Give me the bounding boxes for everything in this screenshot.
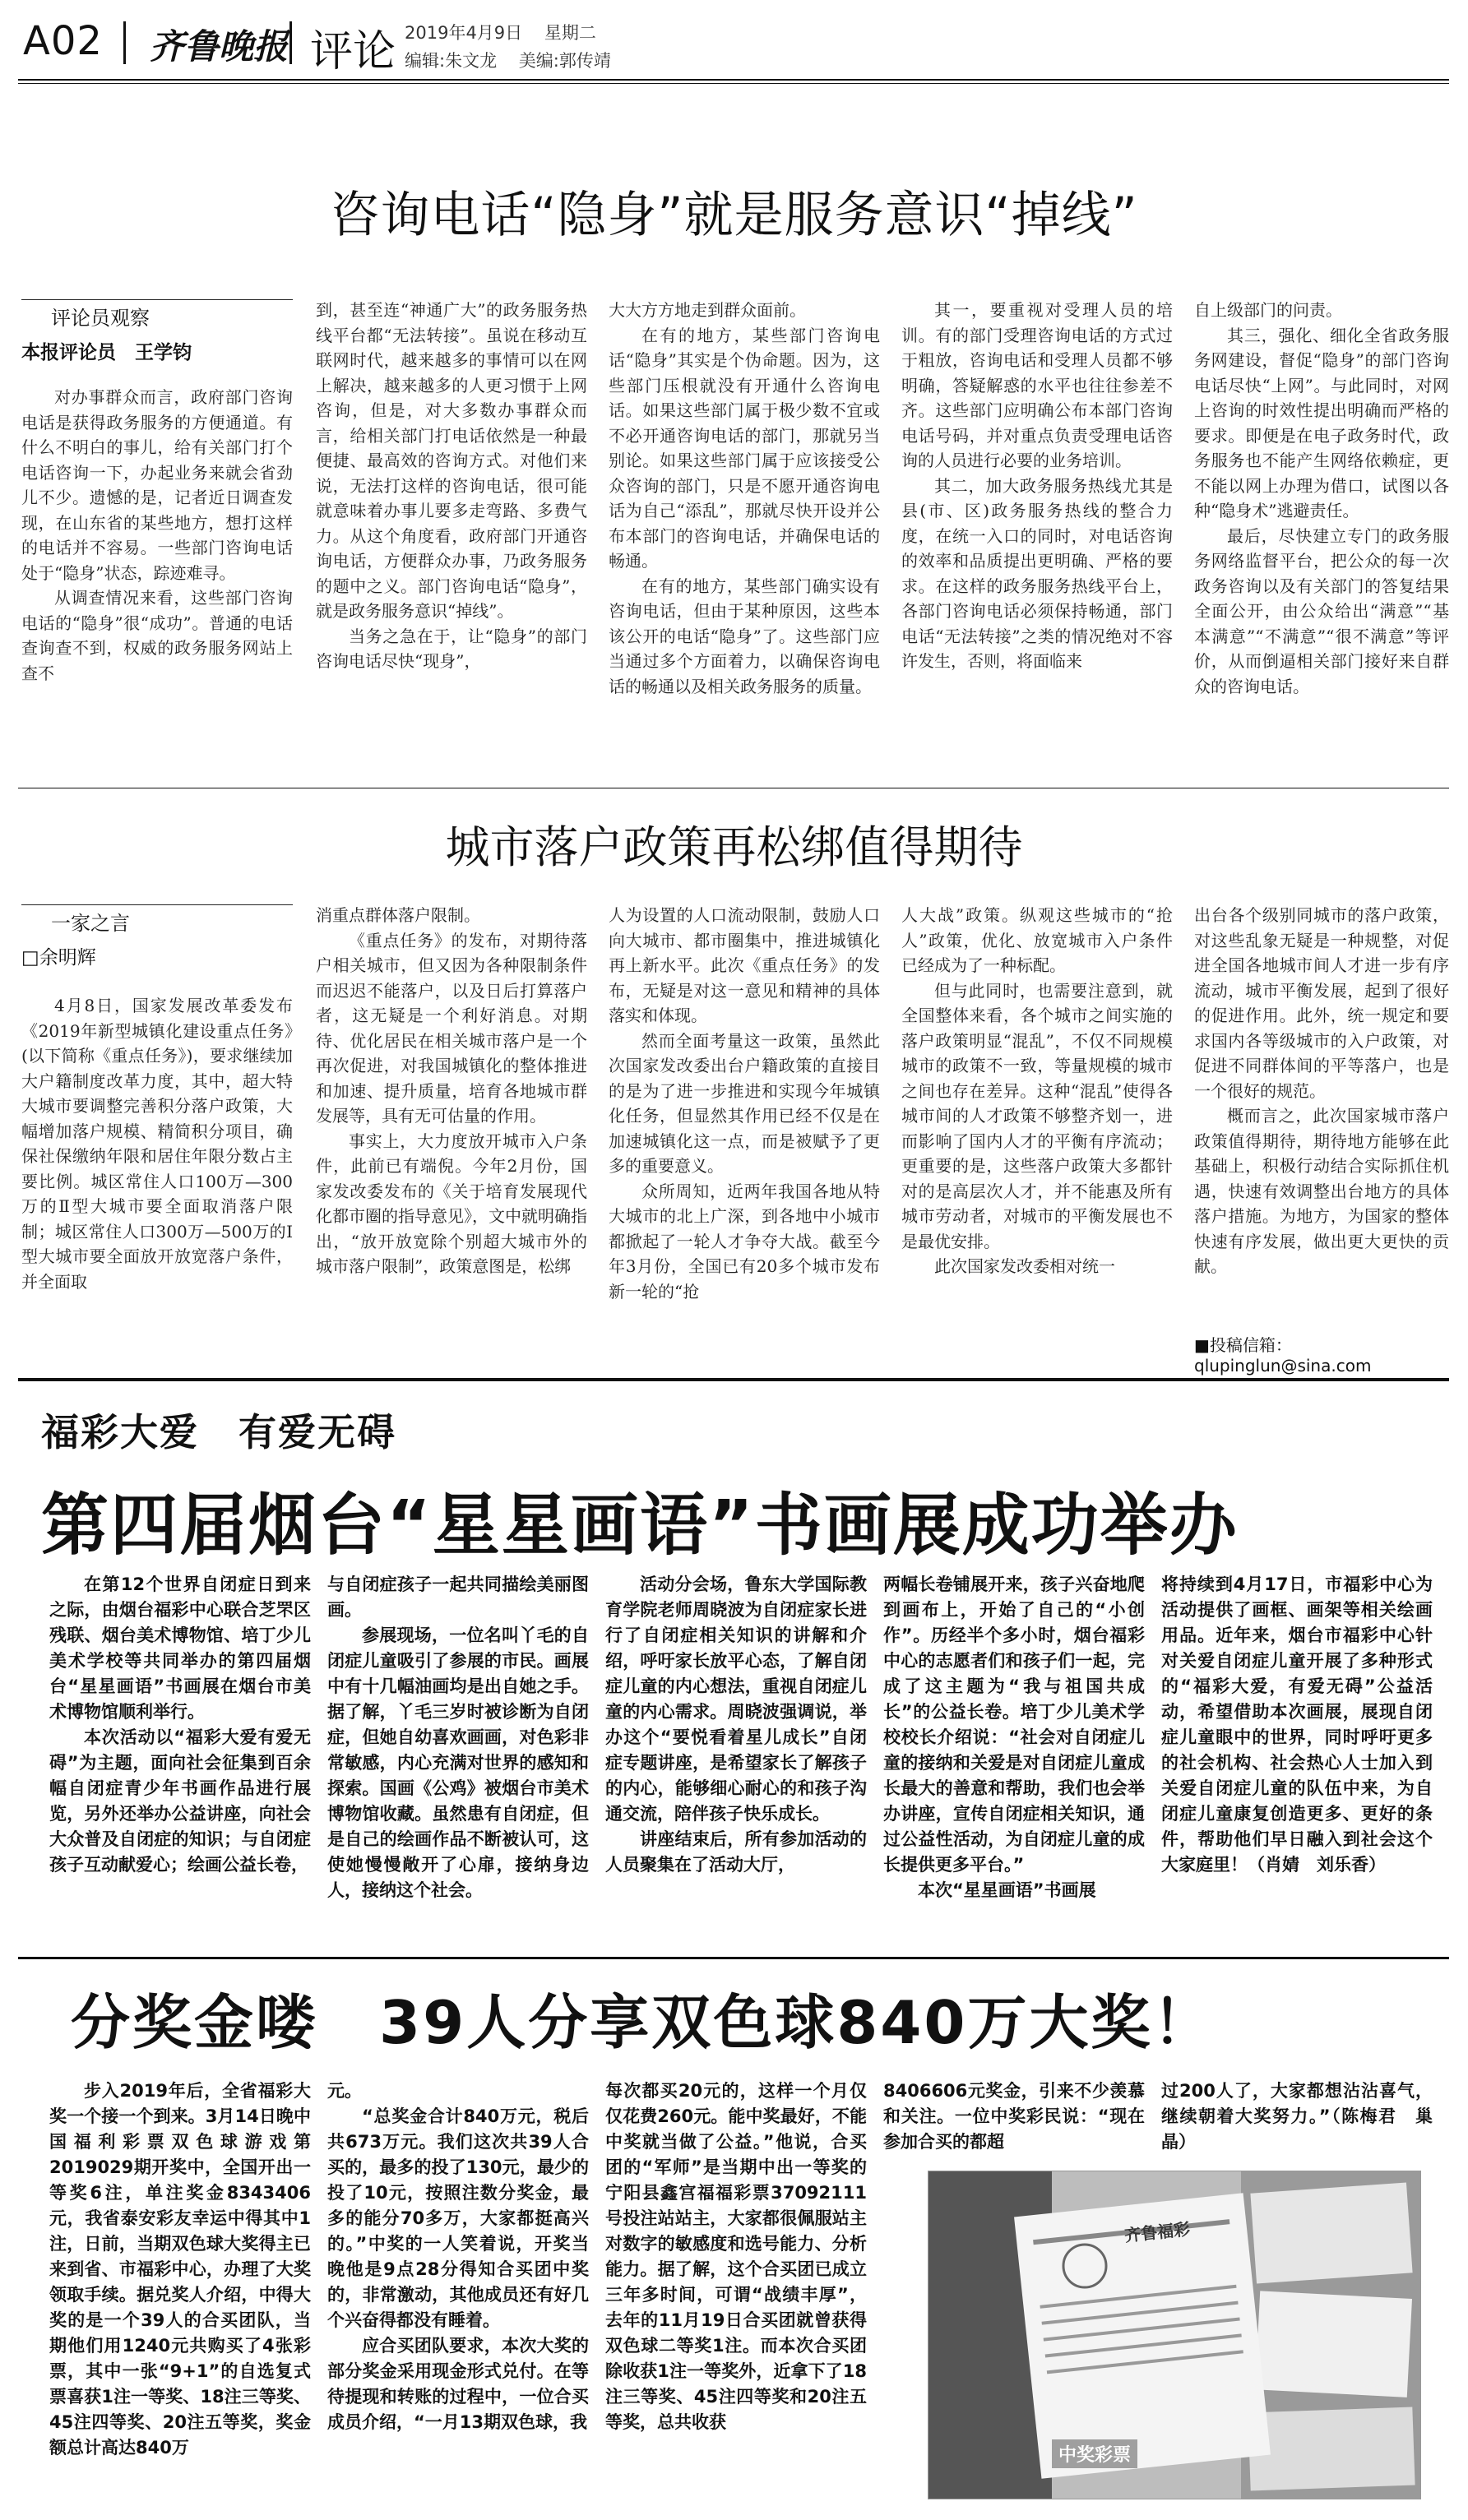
masthead-staff-line	[405, 48, 611, 72]
paragraph: 大大方方地走到群众面前。	[609, 300, 806, 320]
page-number: A02	[23, 18, 103, 64]
article1-column-5	[1194, 298, 1449, 773]
masthead-date-line	[405, 20, 596, 44]
paragraph: 到，甚至连“神通广大”的政务服务热线平台都“无法转接”。虽说在移动互联网时代，越来越多的事情可以在网上解决，越来越多的人更习惯于上网咨询，但是，对大多数办事群众而言，给相关部门打电话依然是一种最便捷、最高效的咨询方式。对他们来说，无法打这样的咨询电话，很可能就意味着办事儿要多走弯路、多费气力。从这个角度看，政府部门开通咨询电话，方便群众办事，乃政务服务的题中之义。部门咨询电话“隐身”，就是政务服务意识“掉线”。	[316, 300, 587, 621]
paragraph: 其三，强化、细化全省政务服务网建设，督促“隐身”的部门咨询电话尽快“上网”。与此同时，对网上咨询的时效性提出明确而严格的要求。即便是在电子政务时代，政务服务也不能产生网络依赖症，更不能以网上办理为借口，试图以各种“隐身术”逃避责任。	[1194, 325, 1449, 520]
paragraph: 在有的地方，某些部门咨询电话“隐身”其实是个伪命题。因为，这些部门压根就没有开通什么咨询电话。如果这些部门属于极少数不宜或不必开通咨询电话的部门，那就另当别论。如果这些部门属于应该接受公众咨询的部门，只是不愿开通咨询电话为自己“添乱”，那就尽快开设并公布本部门的咨询电话，并确保电话的畅通。	[609, 325, 880, 571]
article4-column-4	[883, 2078, 1145, 2161]
article3-column-3	[605, 1572, 867, 1942]
article1-column-4	[901, 298, 1173, 773]
paragraph: 本次活动以“福彩大爱有爱无碍”为主题，面向社会征集到百余幅自闭症青少年书画作品进行展览，另外还举办公益讲座，向社会大众普及自闭症的知识；与自闭症孩子互动献爱心；绘画公益长卷，	[49, 1727, 311, 1875]
paragraph: 当务之急在于，让“隐身”的部门咨询电话尽快“现身”，	[316, 626, 587, 671]
paragraph: 众所周知，近两年我国各地从特大城市的北上广深，到各地中小城市都掀起了一轮人才争夺大战。截至今年3月份，全国已有20多个城市发布新一轮的“抢	[609, 1181, 880, 1302]
article1-headline: 咨询电话“隐身”就是服务意识“掉线”	[330, 187, 1138, 244]
article2-headline: 城市落户政策再松绑值得期待	[445, 821, 1023, 873]
ticket-header-text: 齐鲁福彩	[1123, 2218, 1192, 2246]
paragraph: 此次国家发改委相对统一	[934, 1256, 1115, 1276]
paragraph: 元。	[327, 2081, 362, 2101]
photo-caption: 中奖彩票	[1052, 2439, 1137, 2468]
article3-column-1	[49, 1572, 311, 1942]
article3-column-2	[327, 1572, 589, 1942]
lottery-ticket-photo	[928, 2171, 1421, 2499]
masthead-rule-thin	[18, 83, 1449, 84]
paragraph: 人大战”政策。纵观这些城市的“抢人”政策，优化、放宽城市入户条件已经成为了一种标配。	[901, 905, 1173, 975]
paragraph: 出台各个级别同城市的落户政策，对这些乱象无疑是一种规整，对促进全国各地城市间人才进一步有序流动，城市平衡发展，起到了很好的促进作用。此外，统一规定和要求国内各等级城市的入户政策，对促进不同群体间的平等落户，也是一个很好的规范。	[1194, 905, 1449, 1101]
masthead	[18, 12, 1449, 77]
article1-byline-box	[21, 299, 293, 364]
paragraph: 其二，加大政务服务热线尤其是县(市、区)政务服务热线的整合力度，在统一入口的同时，对电话咨询的效率和品质提出更明确、严格的要求。在这样的政务服务热线平台上，各部门咨询电话必须保持畅通，部门电话“无法转接”之类的情况绝对不容许发生，否则，将面临来	[901, 475, 1173, 671]
article2-column-4	[901, 903, 1173, 1363]
paragraph: 概而言之，此次国家城市落户政策值得期待，期待地方能够在此基础上，积极行动结合实际抓住机遇，快速有效调整出台地方的具体落户措施。为地方，为国家的整体快速有序发展，做出更大更快的贡献。	[1194, 1106, 1449, 1276]
paragraph: 将持续到4月17日，市福彩中心为活动提供了画框、画架等相关绘画用品。近年来，烟台市福彩中心针对关爱自闭症儿童开展了多种形式的“福彩大爱，有爱无碍”公益活动，希望借助本次画展，展现自闭症儿童眼中的世界，同时呼吁更多的社会机构、社会热心人士加入到关爱自闭症儿童的队伍中来，为自闭症儿童康复创造更多、更好的条件，帮助他们早日融入到社会这个大家庭里！（肖婧 刘乐香）	[1161, 1574, 1433, 1875]
article2-author: 余明辉	[39, 947, 96, 969]
article4-column-5	[1161, 2078, 1433, 2161]
paper-logo: 齐鲁晚报	[150, 26, 289, 67]
article3-headline: 第四届烟台“星星画语”书画展成功举办	[41, 1487, 1239, 1565]
masthead-divider	[289, 21, 292, 64]
article2-column-5	[1194, 903, 1449, 1318]
article2-byline: □余明辉	[21, 947, 96, 969]
paragraph: 与自闭症孩子一起共同描绘美丽图画。	[327, 1574, 589, 1620]
paragraph: 自上级部门的问责。	[1194, 300, 1342, 320]
section-divider-thick	[18, 1957, 1449, 1959]
paragraph: 事实上，大力度放开城市入户条件，此前已有端倪。今年2月份，国家发改委发布的《关于培育发展现代化都市圈的指导意见》，文中就明确指出，“放开放宽除个别超大城市外的城市落户限制”，政策意图是，松绑	[316, 1131, 587, 1276]
paragraph: 讲座结束后，所有参加活动的人员聚集在了活动大厅，	[605, 1829, 867, 1875]
paragraph: 但与此同时，也需要注意到，就全国整体来看，各个城市之间实施的落户政策明显“混乱”，不仅不同规模城市的政策不一致，等量规模的城市之间也存在差异。这种“混乱”使得各城市间的人才政策不够整齐划一，进而影响了国内人才的平衡有序流动；更重要的是，这些落户政策大多都针对的是高层次人才，并不能惠及所有城市劳动者，对城市的平衡发展也不是最优安排。	[901, 980, 1173, 1251]
paragraph: 对办事群众而言，政府部门咨询电话是获得政务服务的方便通道。有什么不明白的事儿，给有关部门打个电话咨询一下，办起业务来就会省劲儿不少。遗憾的是，记者近日调查发现，在山东省的某些地方，想打这样的电话并不容易。一些部门咨询电话处于“隐身”状态，踪迹难寻。	[21, 387, 293, 583]
issue-date: 2019年4月9日	[405, 23, 523, 43]
paragraph: 本次“星星画语”书画展	[918, 1880, 1096, 1900]
paragraph: 每次都买20元的，这样一个月仅仅花费260元。能中奖最好，不能中奖就当做了公益。”他说，合买团的“军师”是当期中出一等奖的宁阳县鑫宫福福彩票37092111号投注站站主，大家都很佩服站主对数字的敏感度和选号能力、分析能力。据了解，这个合买团已成立三年多时间，可谓“战绩丰厚”，去年的11月19日合买团就曾获得双色球二等奖1注。而本次合买团除收获1注一等奖外，近拿下了18注三等奖、45注四等奖和20注五等奖，总共收获	[605, 2081, 867, 2432]
article1-byline: 本报评论员 王学钧	[21, 342, 192, 363]
article1-column-1	[21, 385, 293, 773]
paragraph: 在第12个世界自闭症日到来之际，由烟台福彩中心联合芝罘区残联、烟台美术博物馆、培丁少儿美术学校等共同举办的第四届烟台“星星画语”书画展在烟台市美术博物馆顺利举行。	[49, 1574, 311, 1722]
article4-column-3	[605, 2078, 867, 2498]
paragraph: 然而全面考量这一政策，虽然此次国家发改委出台户籍政策的直接目的是为了进一步推进和实现今年城镇化任务，但显然其作用已经不仅是在加速城镇化这一点，而是被赋予了更多的重要意义。	[609, 1030, 880, 1176]
article1-column-tag: 评论员观察	[21, 299, 293, 331]
paragraph: 8406606元奖金，引来不少羡慕和关注。一位中奖彩民说：“现在参加合买的都超	[883, 2081, 1145, 2152]
paragraph: 消重点群体落户限制。	[316, 905, 480, 925]
paragraph: 人为设置的人口流动限制，鼓励人口向大城市、都市圈集中，推进城镇化再上新水平。此次《重点任务》的发布，无疑是对这一意见和精神的具体落实和体现。	[609, 905, 880, 1025]
paragraph: 过200人了，大家都想沾沾喜气，继续朝着大奖努力。”（陈梅君 巢晶）	[1161, 2081, 1433, 2152]
article2-column-1	[21, 993, 293, 1363]
article3-column-5	[1161, 1572, 1433, 1942]
paragraph: 步入2019年后，全省福彩大奖一个接一个到来。3月14日晚中国福利彩票双色球游戏第2019029期开奖中，全国开出一等奖6注，单注奖金8343406元，我省泰安彩友幸运中得其中1注，日前，当期双色球大奖得主已来到省、市福彩中心，办理了大奖领取手续。据兑奖人介绍，中得大奖的是一个39人的合买团队，当期他们用1240元共购买了4张彩票，其中一张“9+1”的自选复式票喜获1注一等奖、18注三等奖、45注四等奖、20注五等奖，奖金额总计高达840万	[49, 2081, 311, 2458]
article2-column-2	[316, 903, 587, 1363]
submission-email[interactable]: ■投稿信箱：qlupinglun@sina.com	[1194, 1335, 1372, 1376]
masthead-rule	[18, 79, 1449, 81]
section-divider-thick	[18, 1378, 1449, 1381]
masthead-divider	[123, 21, 126, 64]
editor-credit: 编辑:朱文龙	[405, 51, 498, 71]
paragraph: “总奖金合计840万元，税后共673万元。我们这次共39人合买的，最多的投了130元，最少的投了10元，按照注数分奖金，最多的能分70多万，大家都挺高兴的。”中奖的一人笑着说，开奖当晚他是9点28分得知合买团中奖的，非常激动，其他成员还有好几个兴奋得都没有睡着。	[327, 2106, 589, 2330]
article2-column-tag: 一家之言	[21, 904, 293, 936]
article4-column-2	[327, 2078, 589, 2498]
issue-weekday: 星期二	[544, 23, 596, 43]
paragraph: 从调查情况来看，这些部门咨询电话的“隐身”很“成功”。普通的电话查询查不到，权威的政务服务网站上查不	[21, 588, 293, 683]
paragraph: 最后，尽快建立专门的政务服务网络监督平台，把公众的每一次政务咨询以及有关部门的答复结果全面公开，由公众给出“满意”“基本满意”“不满意”“很不满意”等评价，从而倒逼相关部门接好来自群众的咨询电话。	[1194, 525, 1449, 696]
paragraph: 在有的地方，某些部门确实设有咨询电话，但由于某种原因，这些本该公开的电话“隐身”了。这些部门应当通过多个方面着力，以确保咨询电话的畅通以及相关政务服务的质量。	[609, 576, 880, 696]
article3-kicker: 福彩大爱 有爱无碍	[41, 1410, 396, 1454]
paragraph: 《重点任务》的发布，对期待落户相关城市，但又因为各种限制条件而迟迟不能落户，以及日后打算落户者，这无疑是一个利好消息。对期待、优化居民在相关城市落户是一个再次促进，对我国城镇化的整体推进和加速、提升质量，培育各地城市群发展等，具有无可估量的作用。	[316, 930, 587, 1126]
designer-credit: 美编:郭传靖	[518, 51, 611, 71]
article1-column-2	[316, 298, 587, 773]
section-name: 评论	[310, 27, 396, 76]
paragraph: 4月8日，国家发展改革委发布《2019年新型城镇化建设重点任务》(以下简称《重点任务》)，要求继续加大户籍制度改革力度，其中，超大特大城市要调整完善积分落户政策，大幅增加落户规模、精简积分项目，确保社保缴纳年限和居住年限分数占主要比例。城区常住人口100万—300万的Ⅱ型大城市要全面取消落户限制；城区常住人口300万—500万的Ⅰ型大城市要全面放开放宽落户条件，并全面取	[21, 996, 293, 1292]
article4-headline: 分奖金喽 39人分享双色球840万大奖！	[71, 1988, 1215, 2057]
article3-column-4	[883, 1572, 1145, 1942]
article2-byline-box	[21, 904, 293, 969]
article2-column-3	[609, 903, 880, 1363]
paragraph: 参展现场，一位名叫丫毛的自闭症儿童吸引了参展的市民。画展中有十几幅油画均是出自她之手。据了解，丫毛三岁时被诊断为自闭症，但她自幼喜欢画画，对色彩非常敏感，内心充满对世界的感知和探索。国画《公鸡》被烟台市美术博物馆收藏。虽然患有自闭症，但是自己的绘画作品不断被认可，这使她慢慢敞开了心扉，接纳身边人，接纳这个社会。	[327, 1625, 589, 1900]
paragraph: 活动分会场，鲁东大学国际教育学院老师周晓波为自闭症家长进行了自闭症相关知识的讲解和介绍，呼吁家长放平心态，了解自闭症儿童的内心想法，重视自闭症儿童的内心需求。周晓波强调说，举办这个“要悦看着星儿成长”自闭症专题讲座，是希望家长了解孩子的内心，能够细心耐心的和孩子沟通交流，陪伴孩子快乐成长。	[605, 1574, 867, 1824]
article4-column-1	[49, 2078, 311, 2498]
paragraph: 两幅长卷铺展开来，孩子兴奋地爬到画布上，开始了自己的“小创作”。历经半个多小时，烟台福彩中心的志愿者们和孩子们一起，完成了这主题为“我与祖国共成长”的公益长卷。培丁少儿美术学校校长介绍说：“社会对自闭症儿童的接纳和关爱是对自闭症儿童成长最大的善意和帮助，我们也会举办讲座，宣传自闭症相关知识，通过公益性活动，为自闭症儿童的成长提供更多平台。”	[883, 1574, 1145, 1875]
paragraph: 其一，要重视对受理人员的培训。有的部门受理咨询电话的方式过于粗放，咨询电话和受理人员都不够明确，答疑解惑的水平也往往参差不齐。这些部门应明确公布本部门咨询电话号码，并对重点负责受理电话咨询的人员进行必要的业务培训。	[901, 300, 1173, 470]
article1-column-3	[609, 298, 880, 773]
paragraph: 应合买团队要求，本次大奖的部分奖金采用现金形式兑付。在等待提现和转账的过程中，一位合买成员介绍，“一月13期双色球，我	[327, 2336, 589, 2432]
